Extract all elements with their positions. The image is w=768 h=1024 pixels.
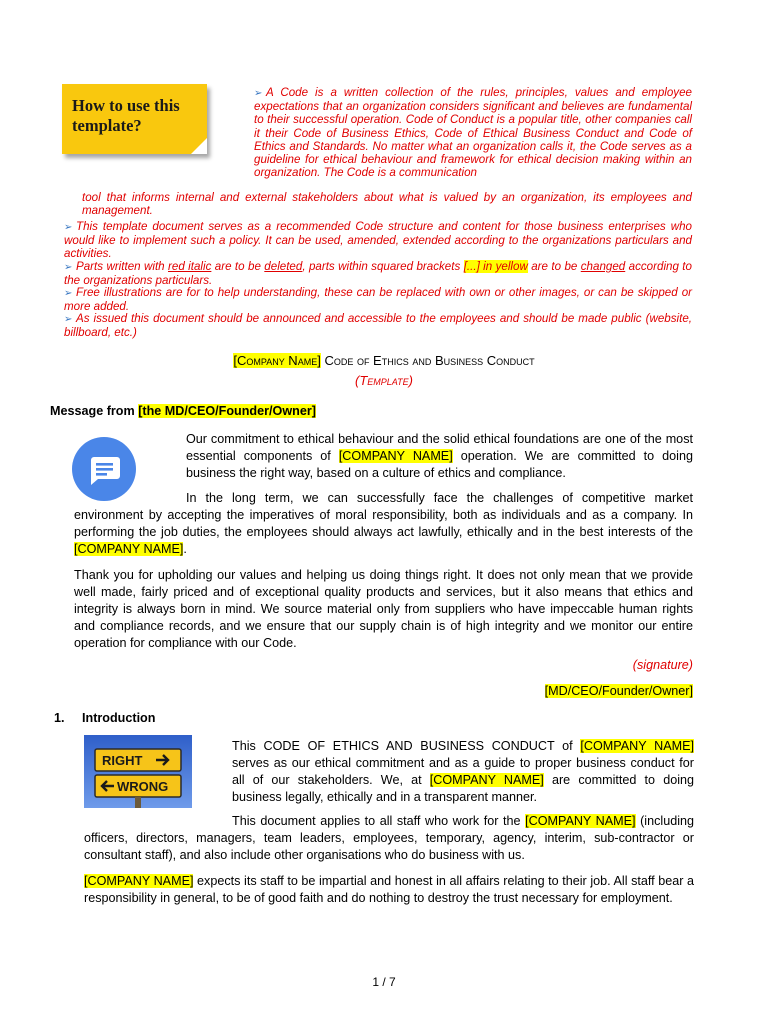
instruction-bullet-1: ➢ A Code is a written collection of the rules, principles, values and employee expectations that an organization considers significant and believes are fundamental to their successful operation. Code of Conduct is a popular title, other companies call it their Code of Business Ethics, Code of Ethical Business Conduct and Code of Ethics and Standards. No matter what an organization calls it, the Code serves as a guideline for ethical behaviour and framework for ethical decision making within an organization. The Code is a communication [254, 86, 692, 180]
bullet-arrow-icon: ➢ [254, 88, 263, 99]
message-paragraph-1: Our commitment to ethical behaviour and the solid ethical foundations are one of the most essential components of [COMPANY NAME] operation. We are committed to doing business the right way, based on a culture of ethics and compliance. [186, 432, 693, 480]
bullet-arrow-icon: ➢ [64, 288, 73, 299]
document-subtitle: (Template) [355, 373, 413, 388]
instruction-bullet-2: ➢ This template document serves as a recommended Code structure and content for those business enterprises who would like to implement such a policy. It can be used, amended, extended according to the organizations particulars and activities. [64, 220, 692, 261]
note-title: How to use this template? [72, 96, 180, 135]
sign-wrong-text: WRONG [117, 779, 169, 794]
instruction-bullet-3: ➢ Parts written with red italic are to be deleted, parts within squared brackets [...] in yellow are to be changed according to the organizations particulars. [64, 260, 692, 288]
intro-paragraph-2: This document applies to all staff who work for the [COMPANY NAME] (including officers, directors, managers, team leaders, employees, temporary, agency, interim, sub-contractor or consultant staff), and also include other organisations who do business with us. [84, 814, 695, 862]
instruction-bullet-4: ➢ Free illustrations are for to help understanding, these can be replaced with own or other images, or can be skipped or more added. [64, 286, 692, 314]
intro-paragraph-1: This CODE OF ETHICS AND BUSINESS CONDUCT of [COMPANY NAME] serves as our ethical commitment and as a guide to proper business conduct for all of our stakeholders. We, at [COMPANY NAME] are committed to doing business legally, ethically and in a transparent manner. [232, 739, 695, 804]
instruction-bullet-5: ➢ As issued this document should be announced and accessible to the employees and should be made public (website, billboard, etc.) [64, 312, 692, 340]
message-paragraph-3: Thank you for upholding our values and helping us doing things right. It does not only mean that we provide well made, fairly priced and of exceptional quality products and services, but it also means that ethics and integrity is always born in mind. We source material only from suppliers who have impeccable human rights and compliance records, and we ensure that our supply chain is of high integrity and we monitor our entire operation for compliance with our Code. [74, 568, 693, 650]
title-company-placeholder: [Company Name] [233, 353, 321, 368]
page-number: 1 / 7 [372, 975, 396, 989]
intro-paragraph-3: [COMPANY NAME] expects its staff to be impartial and honest in all affairs relating to their job. All staff bear a responsibility in general, to be of good faith and do nothing to destroy the trust necessary for employment. [84, 874, 694, 905]
bullet-arrow-icon: ➢ [64, 314, 73, 325]
signer-name: [MD/CEO/Founder/Owner] [544, 684, 693, 698]
bullet-arrow-icon: ➢ [64, 222, 73, 233]
right-wrong-sign-image [84, 735, 192, 808]
section-heading-introduction: 1. Introduction [54, 711, 156, 725]
instruction-bullet-1-continued: tool that informs internal and external stakeholders about what is valued by an organization, its employees and management. [82, 191, 692, 218]
yellow-bracket-example: [...] in yellow [463, 260, 528, 273]
message-paragraph-2: In the long term, we can successfully face the challenges of competitive market environment by accepting the imperatives of moral responsibility, both as individuals and as a company. In performing the job duties, the employees should always act lawfully, ethically and in the best interests of the [COMPANY NAME]. [74, 491, 693, 556]
document-title: [Company Name] Code of Ethics and Business Conduct [233, 353, 535, 368]
bullet-arrow-icon: ➢ [64, 262, 73, 273]
message-heading: Message from [the MD/CEO/Founder/Owner] [50, 404, 316, 418]
note-fold-corner [191, 138, 207, 154]
signature-placeholder: (signature) [632, 658, 693, 672]
how-to-use-note [62, 84, 207, 154]
sign-right-text: RIGHT [102, 753, 143, 768]
